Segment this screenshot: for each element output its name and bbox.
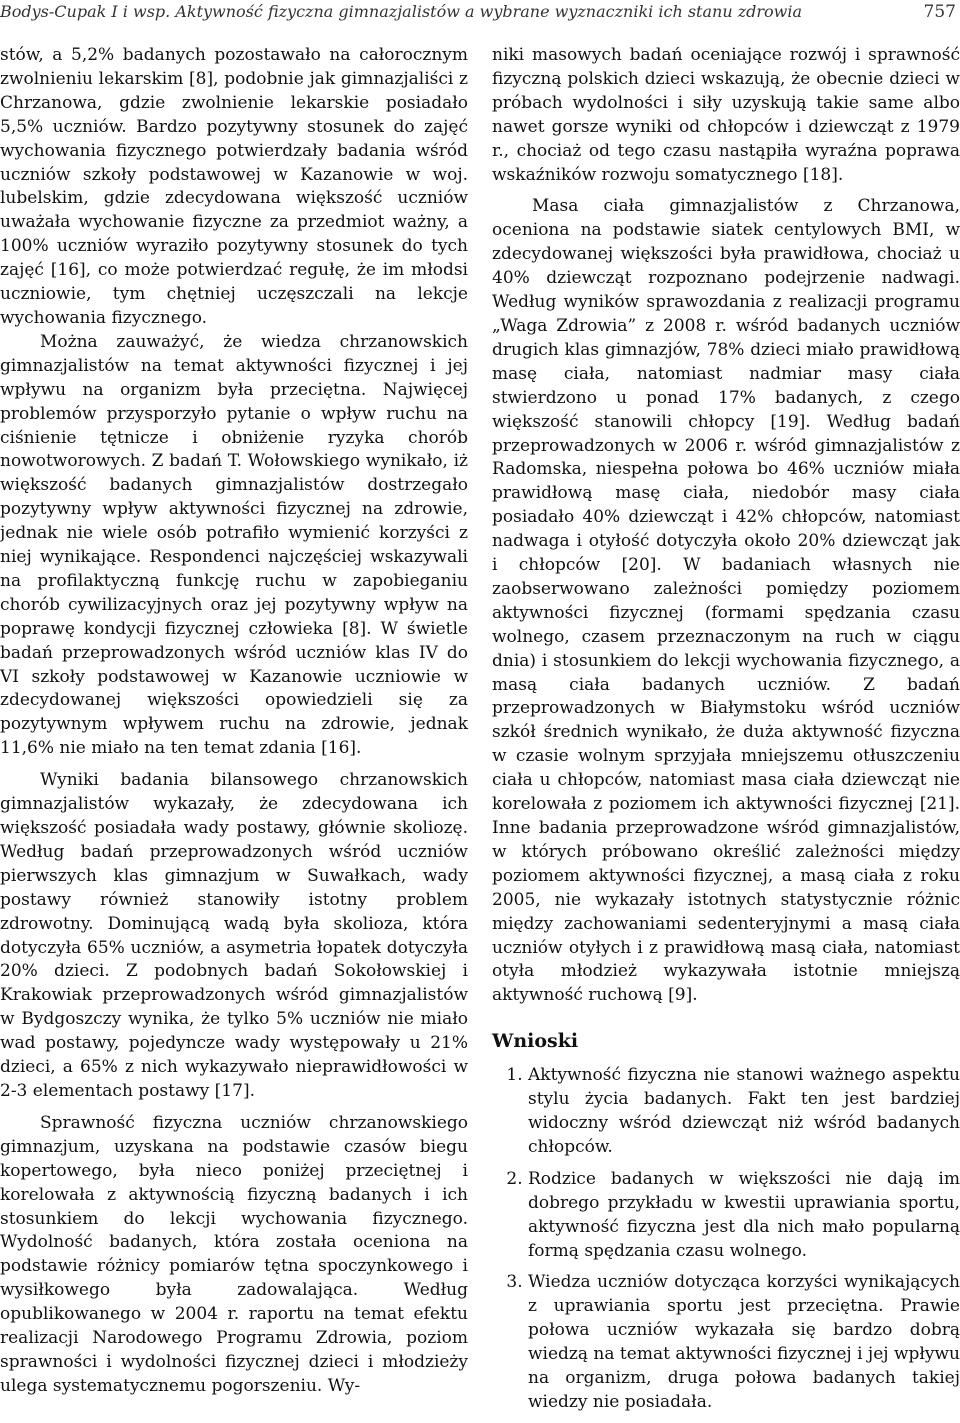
left-paragraph-3: Wyniki badania bilansowego chrzanowskich gimnazjalistów wykazały, że zdecydowana ich większość posiadała wady postawy, głównie skoliozę. Według badań przeprowadzonych wśród uczniów pierwszych klas gimnazjum w Suwałkach, wady postawy również stanowiły istotny problem zdrowotny. Dominującą wadą była skolioza, która dotyczyła 65% uczniów, a asymetria łopatek dotyczyła 20% dzieci. Z podobnych badań Sokołowskiej i Krakowiak przeprowadzonych wśród gimnazjalistów w Bydgoszczy wynika, że tylko 5% uczniów nie miało wad postawy, pojedyncze wady występowały u 21% dzieci, a 65% z nich wykazywało nieprawidłowości w 2-3 elementach postawy [17]. <box>0 770 468 1101</box>
left-column <box>0 44 468 1399</box>
conclusion-item-3: 3. Wiedza uczniów dotycząca korzyści wynikających z uprawiania sportu jest przeciętna. Prawie połowa uczniów wykazała się bardzo dobrą wiedzą na temat aktywności fizycznej i jej wpływu na organizm, druga połowa badanych takiej wiedzy nie posiadała. <box>528 1271 960 1414</box>
conclusion-item-1: 1. Aktywność fizyczna nie stanowi ważnego aspektu stylu życia badanych. Fakt ten jest bardziej widoczny wśród dziewcząt niż wśród badanych chłopców. <box>528 1064 960 1160</box>
left-paragraph-1: stów, a 5,2% badanych pozostawało na całorocznym zwolnieniu lekarskim [8], podobnie jak gimnazjaliści z Chrzanowa, gdzie zwolnienie lekarskie posiadało 5,5% uczniów. Bardzo pozytywny stosunek do zajęć wychowania fizycznego potwierdzały badania wśród uczniów szkoły podstawowej w Kazanowie w woj. lubelskim, gdzie zdecydowana większość uczniów uważała wychowanie fizyczne za przedmiot ważny, a 100% uczniów wyraziło pozytywny stosunek do tych zajęć [16], co może potwierdzać regułę, że im młodsi uczniowie, tym chętniej uczęszczali na lekcje wychowania fizycznego. <box>0 45 468 328</box>
running-title: Bodys-Cupak I i wsp. Aktywność fizyczna gimnazjalistów a wybrane wyznaczniki ich stanu zdrowia <box>0 2 803 21</box>
conclusions-list <box>492 1064 960 1415</box>
left-paragraph-2: Można zauważyć, że wiedza chrzanowskich gimnazjalistów na temat aktywności fizycznej i jej wpływu na organizm była przeciętna. Najwięcej problemów przysporzyło pytanie o wpływ ruchu na ciśnienie tętnicze i obniżenie ryzyka chorób nowotworowych. Z badań T. Wołowskiego wynikało, iż większość badanych gimnazjalistów dostrzegało pozytywny wpływ aktywności fizycznej na zdrowie, jednak nie wiele osób potrafiło wymienić korzyści z niej wynikające. Respondenci najczęściej wskazywali na profilaktyczną funkcję ruchu w zapobieganiu chorób cywilizacyjnych oraz jej pozytywny wpływ na poprawę kondycji fizycznej człowieka [8]. W świetle badań przeprowadzonych wśród uczniów klas IV do VI szkoły podstawowej w Kazanowie uczniowie w zdecydowanej większości opowiedzieli się za pozytywnym wpływem ruchu na zdrowie, jednak 11,6% nie miało na ten temat zdania [16]. <box>0 331 468 759</box>
conclusion-item-2: 2. Rodzice badanych w większości nie dają im dobrego przykładu w kwestii uprawiania sportu, aktywność fizyczna jest dla nich mało popularną formą spędzania czasu wolnego. <box>528 1168 960 1264</box>
right-column <box>492 44 960 1423</box>
running-header <box>0 0 960 26</box>
right-paragraph-1: niki masowych badań oceniające rozwój i sprawność fizyczną polskich dzieci wskazują, że obecnie dzieci w próbach wydolności i siły uzyskują takie same albo nawet gorsze wyniki od chłopców i dziewcząt z 1979 r., chociaż od tego czasu nastąpiła wyraźna poprawa wskaźników rozwoju somatycznego [18]. <box>492 45 960 185</box>
left-paragraph-4: Sprawność fizyczna uczniów chrzanowskiego gimnazjum, uzyskana na podstawie czasów biegu kopertowego, była nieco poniżej przeciętnej i korelowała z aktywnością fizyczną badanych i ich stosunkiem do lekcji wychowania fizycznego. Wydolność badanych, która została oceniona na podstawie różnicy pomiarów tętna spoczynkowego i wysiłkowego była zadowalająca. Według opublikowanego w 2004 r. raportu na temat efektu realizacji Narodowego Programu Zdrowia, poziom sprawności i wydolności fizycznej dzieci i młodzieży ulega systematycznemu pogorszeniu. Wy- <box>0 1112 468 1396</box>
right-paragraph-2: Masa ciała gimnazjalistów z Chrzanowa, oceniona na podstawie siatek centylowych BMI, w zdecydowanej większości była prawidłowa, chociaż u 40% dziewcząt rozpoznano podejrzenie nadwagi. Według wyników sprawozdania z realizacji programu „Waga Zdrowia” z 2008 r. wśród badanych uczniów drugich klas gimnazjów, 78% dzieci miało prawidłową masę ciała, natomiast nadmiar masy ciała stwierdzono u ponad 17% badanych, z czego większość stanowili chłopcy [19]. Według badań przeprowadzonych w 2006 r. wśród gimnazjalistów z Radomska, niespełna połowa bo 46% uczniów miała prawidłową masę ciała, niedobór masy ciała posiadało 40% dziewcząt i 42% chłopców, natomiast nadwaga i otyłość dotyczyła około 20% dziewcząt jak i chłopców [20]. W badaniach własnych nie zaobserwowano zależności pomiędzy poziomem aktywności fizycznej (formami spędzania czasu wolnego, czasem przeznaczonym na ruch w ciągu dnia) i stosunkiem do lekcji wychowania fizycznego, a masą ciała badanych uczniów. Z badań przeprowadzonych w Białymstoku wśród uczniów szkół średnich wynikało, że duża aktywność fizyczna w czasie wolnym sprzyjała mniejszemu otłuszczeniu ciała u chłopców, natomiast masa ciała dziewcząt nie korelowała z poziomem ich aktywności fizycznej [21]. Inne badania przeprowadzone wśród gimnazjalistów, w których próbowano określić zależności między poziomem aktywności fizycznej, a masą ciała z roku 2005, nie wykazały istotnych statystycznie różnic między zachowaniami sedenteryjnymi a masą ciała uczniów otyłych i z prawidłową masą ciała, natomiast otyła młodzież wykazywała istotnie mniejszą aktywność ruchową [9]. <box>492 196 960 1006</box>
page-number: 757 <box>923 2 956 22</box>
conclusions-heading: Wnioski <box>492 1030 579 1053</box>
